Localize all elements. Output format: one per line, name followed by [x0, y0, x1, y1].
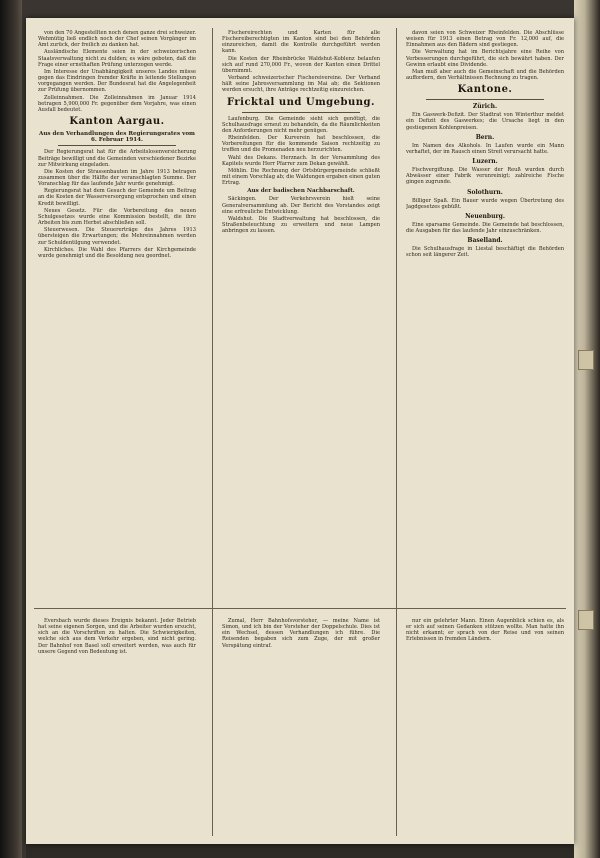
article-paragraph: Zumal, Herr Bahnhofsvorsteher, — meine Name ist Simon, und ich bin der Vorsteher der Doppelschule. Dies ist ein Wechsel, dessen Verhandlungen ich führe. Die Reisenden begaben sich zum Zuge, der mit großer Verspätung eintraf.	[222, 618, 380, 649]
column-2	[222, 30, 380, 600]
article-paragraph: Säckingen. Der Verkehrsverein hielt seine Generalversammlung ab. Der Bericht des Vorstandes zeigt eine erfreuliche Entwicklung.	[222, 196, 380, 215]
article-paragraph: Der Regierungsrat hat für die Arbeitslosenversicherung Beiträge bewilligt und die Gemeinden verschiedener Bezirke zur Mitwirkung eingeladen.	[38, 149, 196, 168]
article-paragraph: Ausländische Elemente seien in der schweizerischen Staatsverwaltung nicht zu dulden; es wäre geboten, daß die Frage einer ernsthaften Prüfung unterzogen werde.	[38, 49, 196, 68]
article-paragraph: Im Interesse der Unabhängigkeit unseres Landes müsse gegen das Eindringen fremder Kräfte in leitende Stellungen vorgegangen werden. Der Bundesrat hat die Angelegenheit zur Prüfung übernommen.	[38, 68, 196, 94]
article-paragraph: Eversbach wurde dieses Ereignis bekannt. Jeder Betrieb hat seine eigenen Sorgen, und die Arbeiter wurden ersucht, sich an die Vorschriften zu halten. Die Schwierigkeiten, welche sich aus dem Verkehr ergeben, sind nicht gering. Der Bahnhof von Basel soll erweitert werden, was auch für unsere Gegend von Bedeutung ist.	[38, 618, 196, 655]
article-paragraph: Die Kosten der Rheinbrücke Waldshut-Koblenz belaufen sich auf rund 270,000 Fr., wovon der Kanton einen Drittel übernimmt.	[222, 55, 380, 74]
canton-heading: Bern.	[475, 133, 495, 141]
canton-heading: Solothurn.	[467, 188, 503, 196]
article-paragraph: Neues Gesetz. Für die Vorbereitung des neuen Schulgesetzes wurde eine Kommission bestellt, die ihre Arbeiten bis zum Herbst abschließen soll.	[38, 207, 196, 227]
article-paragraph: nur ein gelehrter Mann. Einen Augenblick schien es, als er sich auf seinen Gedanken stützen wollte. Man hatte ihn nicht erkannt; er sprach von der Reise und von seinen Erlebnissen in fremden Ländern.	[406, 618, 564, 643]
article-paragraph: Die Verwaltung hat im Berichtsjahre eine Reihe von Verbesserungen durchgeführt, die sich bewährt haben. Der Gewinn erlaubt eine Dividende.	[406, 49, 564, 68]
article-paragraph: Waldshut. Die Stadtverwaltung hat beschlossen, die Straßenbeleuchtung zu erweitern und neue Lampen anbringen zu lassen.	[222, 215, 380, 235]
article-paragraph: Eine sparsame Gemeinde. Die Gemeinde hat beschlossen, die Ausgaben für das laufende Jahr einzuschränken.	[406, 221, 564, 234]
canton-heading: Zürich.	[472, 103, 498, 111]
column-3	[406, 30, 564, 600]
article-paragraph: Rheinfelden. Der Kurverein hat beschlossen, die Vorbereitungen für die kommende Saison rechtzeitig zu treffen und die Promenaden neu herzurichten.	[222, 135, 380, 154]
section-subheading: Aus der badischen Nachbarschaft.	[247, 188, 355, 195]
column-rule	[396, 28, 397, 836]
article-paragraph: Zolleinnahmen. Die Zolleinnahmen im Januar 1914 betragen 5,900,000 Fr. gegenüber dem Vorjahre, was einen Ausfall bedeutet.	[38, 94, 196, 113]
article-paragraph: Wahl des Dekans. Herznach. In der Versammlung des Kapitels wurde Herr Pfarrer zum Dekan gewählt.	[222, 154, 380, 167]
book-spine	[0, 0, 22, 858]
section-rule	[34, 608, 566, 609]
article-paragraph: Steuerwesen. Die Steuererträge des Jahres 1913 übersteigen die Erwartungen; die Mehreinnahmen werden zur Schuldentilgung verwendet.	[38, 227, 196, 246]
article-paragraph: Möhlin. Die Rechnung der Ortsbürgergemeinde schließt mit einem Vorschlag ab; die Waldungen ergaben einen guten Ertrag.	[222, 167, 380, 187]
article-paragraph: Die Kosten der Strassenbauten im Jahre 1913 betragen zusammen über die Hälfte der veranschlagten Summe. Der Voranschlag für das laufende Jahr wurde genehmigt.	[38, 168, 196, 188]
article-paragraph: Fischvergiftung. Die Wasser der Reuß wurden durch Abwässer einer Fabrik verunreinigt; zahlreiche Fische gingen zugrunde.	[406, 167, 564, 186]
feuilleton-column-2	[222, 618, 380, 838]
article-paragraph: Regierungsrat hat dem Gesuch der Gemeinde um Beitrag an die Kosten der Wasserversorgung entsprochen und einen Kredit bewilligt.	[38, 188, 196, 207]
article-paragraph: von den 70 Angestellten noch denen ganze drei schweizer. Wehmütig ließ endlich noch der Chef seinen Vorgänger im Amt zurück, der freilich zu danken hat.	[38, 30, 196, 49]
article-paragraph: Ein Gaswerk-Defizit. Der Stadtrat von Winterthur meldet ein Defizit des Gaswerkes; die Ursache liegt in den gestiegenen Kohlenpreisen.	[406, 112, 564, 131]
page-tab-marker	[578, 350, 594, 370]
feuilleton-column-3	[406, 618, 564, 838]
article-paragraph: Die Schulhausfrage in Liestal beschäftigt die Behörden schon seit längerer Zeit.	[406, 246, 564, 259]
heading-rule	[58, 145, 176, 146]
article-paragraph: Laufenburg. Die Gemeinde sieht sich genötigt, die Schulhausfrage erneut zu behandeln, da die Räumlichkeiten den Anforderungen nicht mehr genügen.	[222, 115, 380, 134]
page-stack-edge	[574, 0, 600, 858]
book-binding-bottom	[26, 842, 574, 858]
page-tab-marker	[578, 610, 594, 630]
article-paragraph: davon seien von Schweizer Rheinfelden. Die Abschlüsse weisen für 1913 einen Betrag von Fr. 12,000 auf, die Einnahmen aus den Bädern sind gestiegen.	[406, 30, 564, 49]
section-subheading: Aus den Verhandlungen des Regierungsrates vom 6. Februar 1914.	[39, 131, 195, 144]
newspaper-page	[26, 18, 574, 844]
column-1	[38, 30, 196, 600]
article-paragraph: Billiger Spaß. Ein Bauer wurde wegen Übertretung des Jagdgesetzes gebüßt.	[406, 197, 564, 210]
article-paragraph: Verband schweizerischer Fischereivereine. Der Verband hält seine Jahresversammlung im Mai ab; die Sektionen werden ersucht, ihre Anträge rechtzeitig einzureichen.	[222, 75, 380, 94]
canton-heading: Neuenburg.	[465, 212, 505, 220]
heading-rule	[426, 99, 544, 100]
article-paragraph: Man muß aber auch die Gemeinschaft und die Behörden auffordern, den Verhältnissen Rechnung zu tragen.	[406, 68, 564, 82]
heading-rule	[242, 112, 360, 113]
section-heading: Kanton Aargau.	[69, 116, 165, 128]
column-rule	[212, 28, 213, 836]
section-heading: Kantone.	[457, 84, 513, 96]
feuilleton-column-1	[38, 618, 196, 838]
article-paragraph: Im Namen des Alkohols. In Laufen wurde ein Mann verhaftet, der im Rausch einen Streit verursacht hatte.	[406, 142, 564, 155]
article-paragraph: Kirchliches. Die Wahl des Pfarrers der Kirchgemeinde wurde genehmigt und die Besoldung neu geordnet.	[38, 246, 196, 259]
article-paragraph: Fischereirechten und Karten für alle Fischereiberechtigten im Kanton sind bei den Behörden einzureichen, damit die Kontrolle durchgeführt werden kann.	[222, 30, 380, 55]
canton-heading: Luzern.	[472, 158, 498, 166]
canton-heading: Baselland.	[467, 237, 503, 245]
section-heading: Fricktal und Umgebung.	[226, 96, 376, 108]
